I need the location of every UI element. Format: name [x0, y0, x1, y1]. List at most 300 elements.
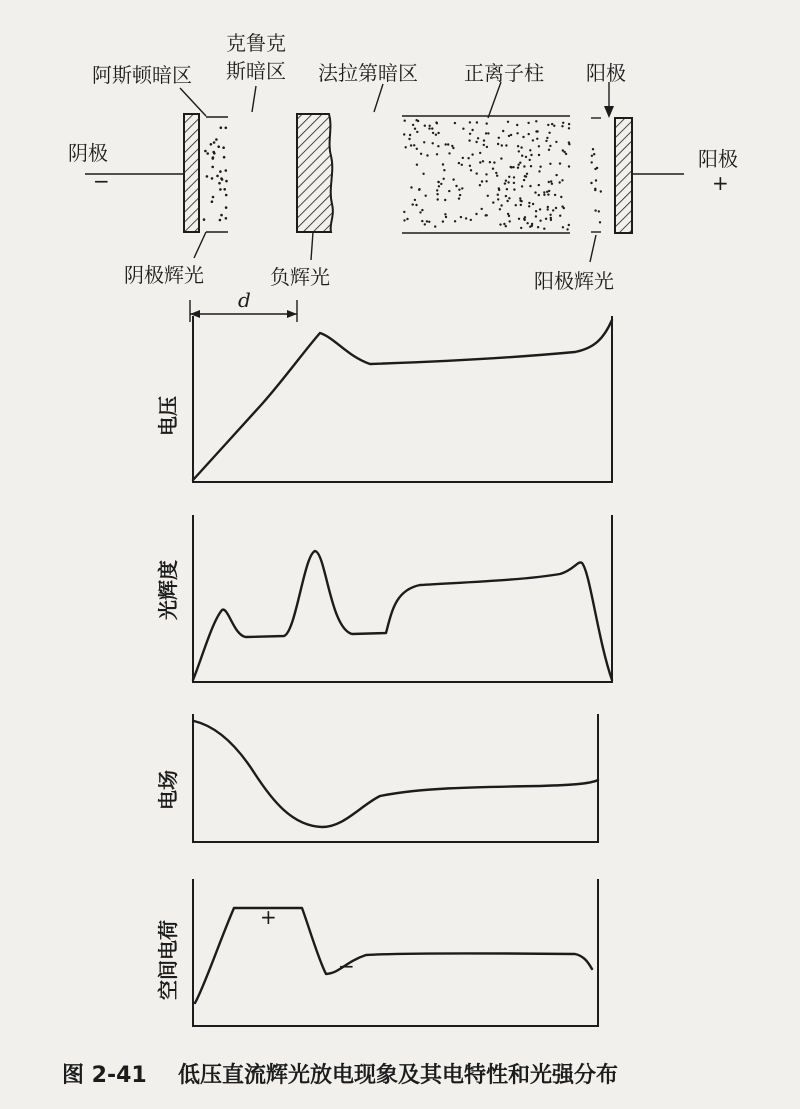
- glow-dot: [552, 209, 554, 211]
- glow-dot: [204, 150, 207, 153]
- anode-sign: +: [712, 171, 729, 195]
- glow-dot: [225, 217, 228, 220]
- glow-dot: [595, 179, 597, 181]
- glow-dot: [524, 216, 526, 218]
- glow-dot: [555, 207, 557, 209]
- glow-dot: [551, 123, 553, 125]
- glow-dot: [212, 151, 215, 154]
- glow-dot: [497, 143, 499, 145]
- glow-dot: [404, 120, 406, 122]
- glow-dot: [416, 148, 418, 150]
- glow-dot: [528, 205, 530, 207]
- discharge-tube-schematic: [68, 31, 738, 322]
- glow-dot: [545, 218, 547, 220]
- glow-dot: [445, 216, 447, 218]
- glow-dot: [521, 155, 523, 157]
- glow-dot: [492, 168, 494, 170]
- glow-dot: [507, 213, 509, 215]
- aston-dark-space-label: 阿斯顿暗区: [92, 63, 192, 87]
- glow-dot: [225, 127, 228, 130]
- glow-dot: [518, 150, 520, 152]
- glow-dot: [470, 169, 472, 171]
- glow-dot: [432, 142, 434, 144]
- glow-dot: [431, 127, 433, 129]
- glow-dot: [469, 133, 471, 135]
- glow-dot: [594, 209, 596, 211]
- glow-dot: [530, 154, 532, 156]
- glow-dot: [460, 216, 462, 218]
- glow-dot: [462, 157, 464, 159]
- glow-dot: [410, 186, 412, 188]
- glow-dot: [548, 181, 550, 183]
- glow-dot: [408, 138, 410, 140]
- electric-field-curve: [194, 721, 598, 827]
- glow-dot: [539, 166, 541, 168]
- cathode-plate: [184, 114, 199, 232]
- glow-dot: [520, 146, 522, 148]
- glow-dot: [220, 214, 223, 217]
- glow-dot: [470, 219, 472, 221]
- space-charge-ylabel: 空间电荷: [156, 920, 180, 1000]
- glow-dot: [507, 121, 509, 123]
- glow-dot: [566, 228, 568, 230]
- glow-dot: [467, 157, 469, 159]
- glow-dot: [518, 164, 520, 166]
- glow-dot: [519, 162, 521, 164]
- crookes-leader: [252, 86, 256, 112]
- glow-dot: [461, 164, 463, 166]
- cathode-glow-region: [203, 117, 228, 232]
- glow-dot: [220, 126, 223, 129]
- glow-dot: [447, 143, 449, 145]
- glow-dot: [465, 217, 467, 219]
- glow-dot: [458, 189, 460, 191]
- glow-dot: [500, 157, 502, 159]
- glow-dot: [436, 153, 438, 155]
- glow-dot: [515, 204, 517, 206]
- glow-dot: [219, 219, 222, 222]
- glow-dot: [212, 157, 215, 160]
- glow-dot: [548, 132, 550, 134]
- glow-dot: [555, 141, 557, 143]
- glow-dot: [568, 165, 570, 167]
- glow-dot: [505, 195, 507, 197]
- glow-dot: [535, 215, 537, 217]
- glow-dot: [560, 196, 562, 198]
- glow-dot: [487, 195, 489, 197]
- glow-dot: [434, 225, 436, 227]
- glow-dot: [437, 145, 439, 147]
- glow-dot: [516, 124, 518, 126]
- glow-dot: [528, 202, 530, 204]
- glow-dot: [547, 124, 549, 126]
- glow-dot: [516, 132, 518, 134]
- glow-dot: [499, 208, 501, 210]
- glow-dot: [481, 208, 483, 210]
- cathode-glow-label: 阴极辉光: [124, 263, 204, 287]
- glow-dot: [568, 123, 570, 125]
- electric-field-plot: [156, 714, 598, 842]
- glow-dot: [529, 226, 531, 228]
- voltage-axes: [193, 316, 612, 482]
- glow-dot: [539, 220, 541, 222]
- d-dimension: [190, 288, 297, 322]
- crookes-label-line1: 克鲁克: [226, 31, 286, 55]
- glow-dot: [499, 223, 501, 225]
- glow-dot: [505, 225, 507, 227]
- cathode-sign: −: [93, 169, 110, 193]
- glow-dot: [529, 149, 531, 151]
- glow-dot: [458, 162, 460, 164]
- glow-dot: [225, 169, 228, 172]
- glow-dot: [410, 144, 412, 146]
- glow-dot: [496, 175, 498, 177]
- glow-dot: [479, 184, 481, 186]
- glow-dot: [435, 121, 437, 123]
- glow-dot: [504, 182, 506, 184]
- faraday-leader: [374, 84, 383, 112]
- glow-dot: [451, 145, 453, 147]
- glow-dot: [532, 139, 534, 141]
- aston-leader: [180, 88, 206, 116]
- glow-dot: [417, 120, 419, 122]
- glow-dot: [591, 161, 593, 163]
- glow-dot: [526, 222, 528, 224]
- glow-dot: [436, 193, 438, 195]
- glow-dot: [497, 198, 499, 200]
- luminance-ylabel: 光辉度: [156, 560, 180, 620]
- glow-dot: [547, 193, 549, 195]
- glow-dot: [225, 194, 228, 197]
- glow-dot: [211, 200, 214, 203]
- glow-dot: [547, 206, 549, 208]
- glow-dot: [225, 206, 228, 209]
- luminance-plot: [156, 515, 612, 682]
- glow-dot: [475, 213, 477, 215]
- glow-dot: [206, 152, 209, 155]
- positive-charge-sign: +: [260, 905, 277, 929]
- glow-dot: [482, 160, 484, 162]
- glow-dot: [421, 220, 423, 222]
- glow-dot: [513, 182, 515, 184]
- glow-dot: [418, 189, 420, 191]
- glow-dot: [461, 187, 463, 189]
- glow-dot: [203, 218, 206, 221]
- glow-dot: [444, 213, 446, 215]
- glow-dot: [211, 177, 214, 180]
- glow-dot: [493, 161, 495, 163]
- glow-dot: [506, 200, 508, 202]
- figure-caption: 低压直流辉光放电现象及其电特性和光强分布: [178, 1063, 619, 1088]
- glow-dot: [521, 185, 523, 187]
- glow-dot: [454, 122, 456, 124]
- glow-dot: [543, 191, 545, 193]
- glow-dot: [536, 138, 538, 140]
- electric-field-axes: [193, 714, 598, 842]
- glow-dot: [510, 166, 512, 168]
- glow-dot: [590, 182, 592, 184]
- glow-dot: [436, 189, 438, 191]
- glow-dot: [535, 120, 537, 122]
- glow-dot: [428, 127, 430, 129]
- glow-dot: [448, 190, 450, 192]
- negative-glow-leader: [311, 232, 313, 260]
- glow-dot: [428, 221, 430, 223]
- glow-dot: [443, 178, 445, 180]
- glow-dot: [543, 228, 545, 230]
- glow-dot: [215, 138, 218, 141]
- glow-dot: [406, 218, 408, 220]
- glow-dot: [409, 134, 411, 136]
- d-label: d: [238, 288, 251, 312]
- glow-dot: [455, 185, 457, 187]
- glow-dot: [526, 173, 528, 175]
- glow-dot: [538, 194, 540, 196]
- glow-dot: [539, 208, 541, 210]
- glow-dot: [520, 227, 522, 229]
- glow-dot: [425, 195, 427, 197]
- glow-dot: [562, 226, 564, 228]
- glow-dot: [487, 132, 489, 134]
- glow-dot: [442, 163, 444, 165]
- glow-dot: [538, 145, 540, 147]
- glow-dot: [550, 219, 552, 221]
- glow-dot: [522, 136, 524, 138]
- glow-dot: [452, 147, 454, 149]
- glow-dot: [483, 139, 485, 141]
- glow-dot: [568, 127, 570, 129]
- glow-dot: [435, 134, 437, 136]
- glow-dot: [508, 135, 510, 137]
- glow-dot: [403, 219, 405, 221]
- voltage-ylabel: 电压: [156, 396, 180, 436]
- glow-dot: [405, 146, 407, 148]
- negative-charge-sign: −: [338, 954, 355, 978]
- glow-dot: [476, 121, 478, 123]
- glow-dot: [538, 184, 540, 186]
- glow-dot: [421, 209, 423, 211]
- glow-dot: [444, 199, 446, 201]
- glow-dot: [538, 170, 540, 172]
- glow-dot: [508, 197, 510, 199]
- glow-dot: [525, 175, 527, 177]
- glow-dot: [416, 164, 418, 166]
- glow-dot: [437, 132, 439, 134]
- glow-dot: [505, 180, 507, 182]
- glow-dot: [498, 187, 500, 189]
- anode-plate: [615, 118, 632, 233]
- glow-dot: [486, 122, 488, 124]
- glow-dot: [424, 125, 426, 127]
- glow-dot: [545, 140, 547, 142]
- space-charge-plot: [156, 879, 598, 1026]
- glow-dot: [549, 214, 551, 216]
- crookes-label-line2: 斯暗区: [226, 59, 286, 83]
- glow-dot: [502, 130, 504, 132]
- glow-dot: [471, 153, 473, 155]
- glow-dot: [505, 144, 507, 146]
- glow-dot: [403, 211, 405, 213]
- glow-dot: [527, 122, 529, 124]
- glow-dot: [479, 161, 481, 163]
- glow-dot: [477, 137, 479, 139]
- glow-dot: [554, 194, 556, 196]
- glow-dot: [438, 185, 440, 187]
- glow-dot: [559, 215, 561, 217]
- glow-dot: [414, 199, 416, 201]
- glow-dot: [213, 141, 216, 144]
- glow-dot: [512, 166, 514, 168]
- voltage-plot: [156, 316, 612, 482]
- glow-dot: [485, 180, 487, 182]
- glow-dot: [513, 188, 515, 190]
- glow-dot: [600, 190, 602, 192]
- positive-column-label: 正离子柱: [464, 61, 544, 85]
- glow-dot: [561, 125, 563, 127]
- cathode-label: 阴极: [68, 141, 108, 165]
- glow-dot: [598, 210, 600, 212]
- glow-dot: [592, 148, 594, 150]
- glow-dot: [420, 153, 422, 155]
- glow-dot: [459, 194, 461, 196]
- glow-dot: [565, 153, 567, 155]
- glow-dot: [498, 137, 500, 139]
- anode-side-label: 阳极: [698, 147, 738, 171]
- glow-dot: [546, 137, 548, 139]
- glow-dot: [562, 122, 564, 124]
- glow-dot: [442, 220, 444, 222]
- glow-dot: [559, 162, 561, 164]
- glow-dot: [532, 203, 534, 205]
- glow-dot: [538, 154, 540, 156]
- glow-dot: [403, 133, 405, 135]
- glow-dot: [458, 197, 460, 199]
- glow-dot: [507, 181, 509, 183]
- glow-dot: [452, 178, 454, 180]
- glow-dot: [412, 124, 414, 126]
- glow-dot: [422, 173, 424, 175]
- cathode-glow-leader: [194, 232, 206, 258]
- glow-dot: [524, 219, 526, 221]
- glow-dot: [492, 201, 494, 203]
- glow-dot: [483, 144, 485, 146]
- faraday-dark-space-label: 法拉第暗区: [318, 61, 418, 85]
- glow-dot: [503, 223, 505, 225]
- glow-dot: [485, 132, 487, 134]
- electric-field-ylabel: 电场: [156, 770, 180, 810]
- glow-dot: [416, 131, 418, 133]
- glow-dot: [217, 145, 220, 148]
- glow-dot: [471, 129, 473, 131]
- glow-dot: [429, 125, 431, 127]
- glow-dot: [523, 165, 525, 167]
- glow-dot: [500, 204, 502, 206]
- glow-dot: [476, 172, 478, 174]
- glow-dot: [525, 156, 527, 158]
- glow-dot: [593, 153, 595, 155]
- glow-dot: [510, 134, 512, 136]
- glow-dot: [534, 191, 536, 193]
- glow-dot: [553, 125, 555, 127]
- glow-dot: [594, 188, 596, 190]
- glow-dot: [423, 141, 425, 143]
- glow-dot: [568, 224, 570, 226]
- glow-dot: [486, 146, 488, 148]
- glow-dot: [495, 172, 497, 174]
- glow-dot: [549, 163, 551, 165]
- glow-dot: [440, 183, 442, 185]
- glow-dot: [501, 144, 503, 146]
- glow-dot: [426, 154, 428, 156]
- glow-dot: [454, 220, 456, 222]
- anode-glow-label: 阳极辉光: [534, 269, 614, 293]
- figure-number: 图 2-41: [62, 1063, 147, 1088]
- glow-dot: [468, 139, 470, 141]
- anode-glow-region: [590, 118, 602, 232]
- glow-dot: [551, 183, 553, 185]
- glow-dot: [506, 188, 508, 190]
- glow-dot: [481, 180, 483, 182]
- glow-dot: [518, 218, 520, 220]
- glow-dot: [536, 130, 538, 132]
- anode-top-label: 阳极: [586, 61, 626, 85]
- glow-dot: [413, 144, 415, 146]
- glow-dot: [419, 211, 421, 213]
- glow-dot: [517, 167, 519, 169]
- glow-dot: [225, 180, 228, 183]
- glow-dot: [529, 185, 531, 187]
- glow-dot: [223, 188, 226, 191]
- glow-dot: [432, 132, 434, 134]
- anode-glow-leader: [590, 235, 596, 262]
- glow-dot: [445, 143, 447, 145]
- glow-dot: [519, 197, 521, 199]
- positive-column-leader: [488, 82, 501, 118]
- glow-dot: [529, 159, 531, 161]
- space-charge-curve: [195, 908, 592, 1003]
- glow-dot: [485, 214, 487, 216]
- glow-dot: [485, 173, 487, 175]
- glow-dot: [210, 143, 213, 146]
- glow-dot: [212, 196, 215, 199]
- glow-dot: [547, 208, 549, 210]
- glow-dot: [216, 175, 219, 178]
- glow-dot: [599, 221, 601, 223]
- glow-dot: [561, 205, 563, 207]
- glow-dot: [414, 128, 416, 130]
- glow-dot: [415, 204, 417, 206]
- glow-dot: [437, 181, 439, 183]
- glow-dot: [517, 145, 519, 147]
- glow-dot: [211, 166, 214, 169]
- glow-dot: [561, 179, 563, 181]
- glow-dot: [218, 182, 221, 185]
- glow-dot: [412, 203, 414, 205]
- glow-dot: [206, 175, 209, 178]
- glow-dot: [563, 151, 565, 153]
- glow-dot: [535, 210, 537, 212]
- glow-dot: [443, 169, 445, 171]
- glow-dot: [497, 194, 499, 196]
- glow-dot: [469, 121, 471, 123]
- glow-dot: [549, 145, 551, 147]
- glow-dot: [221, 178, 224, 181]
- glow-dot: [219, 170, 222, 173]
- glow-dot: [462, 128, 464, 130]
- glow-dot: [550, 180, 552, 182]
- positive-column-region: [402, 116, 571, 233]
- glow-dot: [528, 133, 530, 135]
